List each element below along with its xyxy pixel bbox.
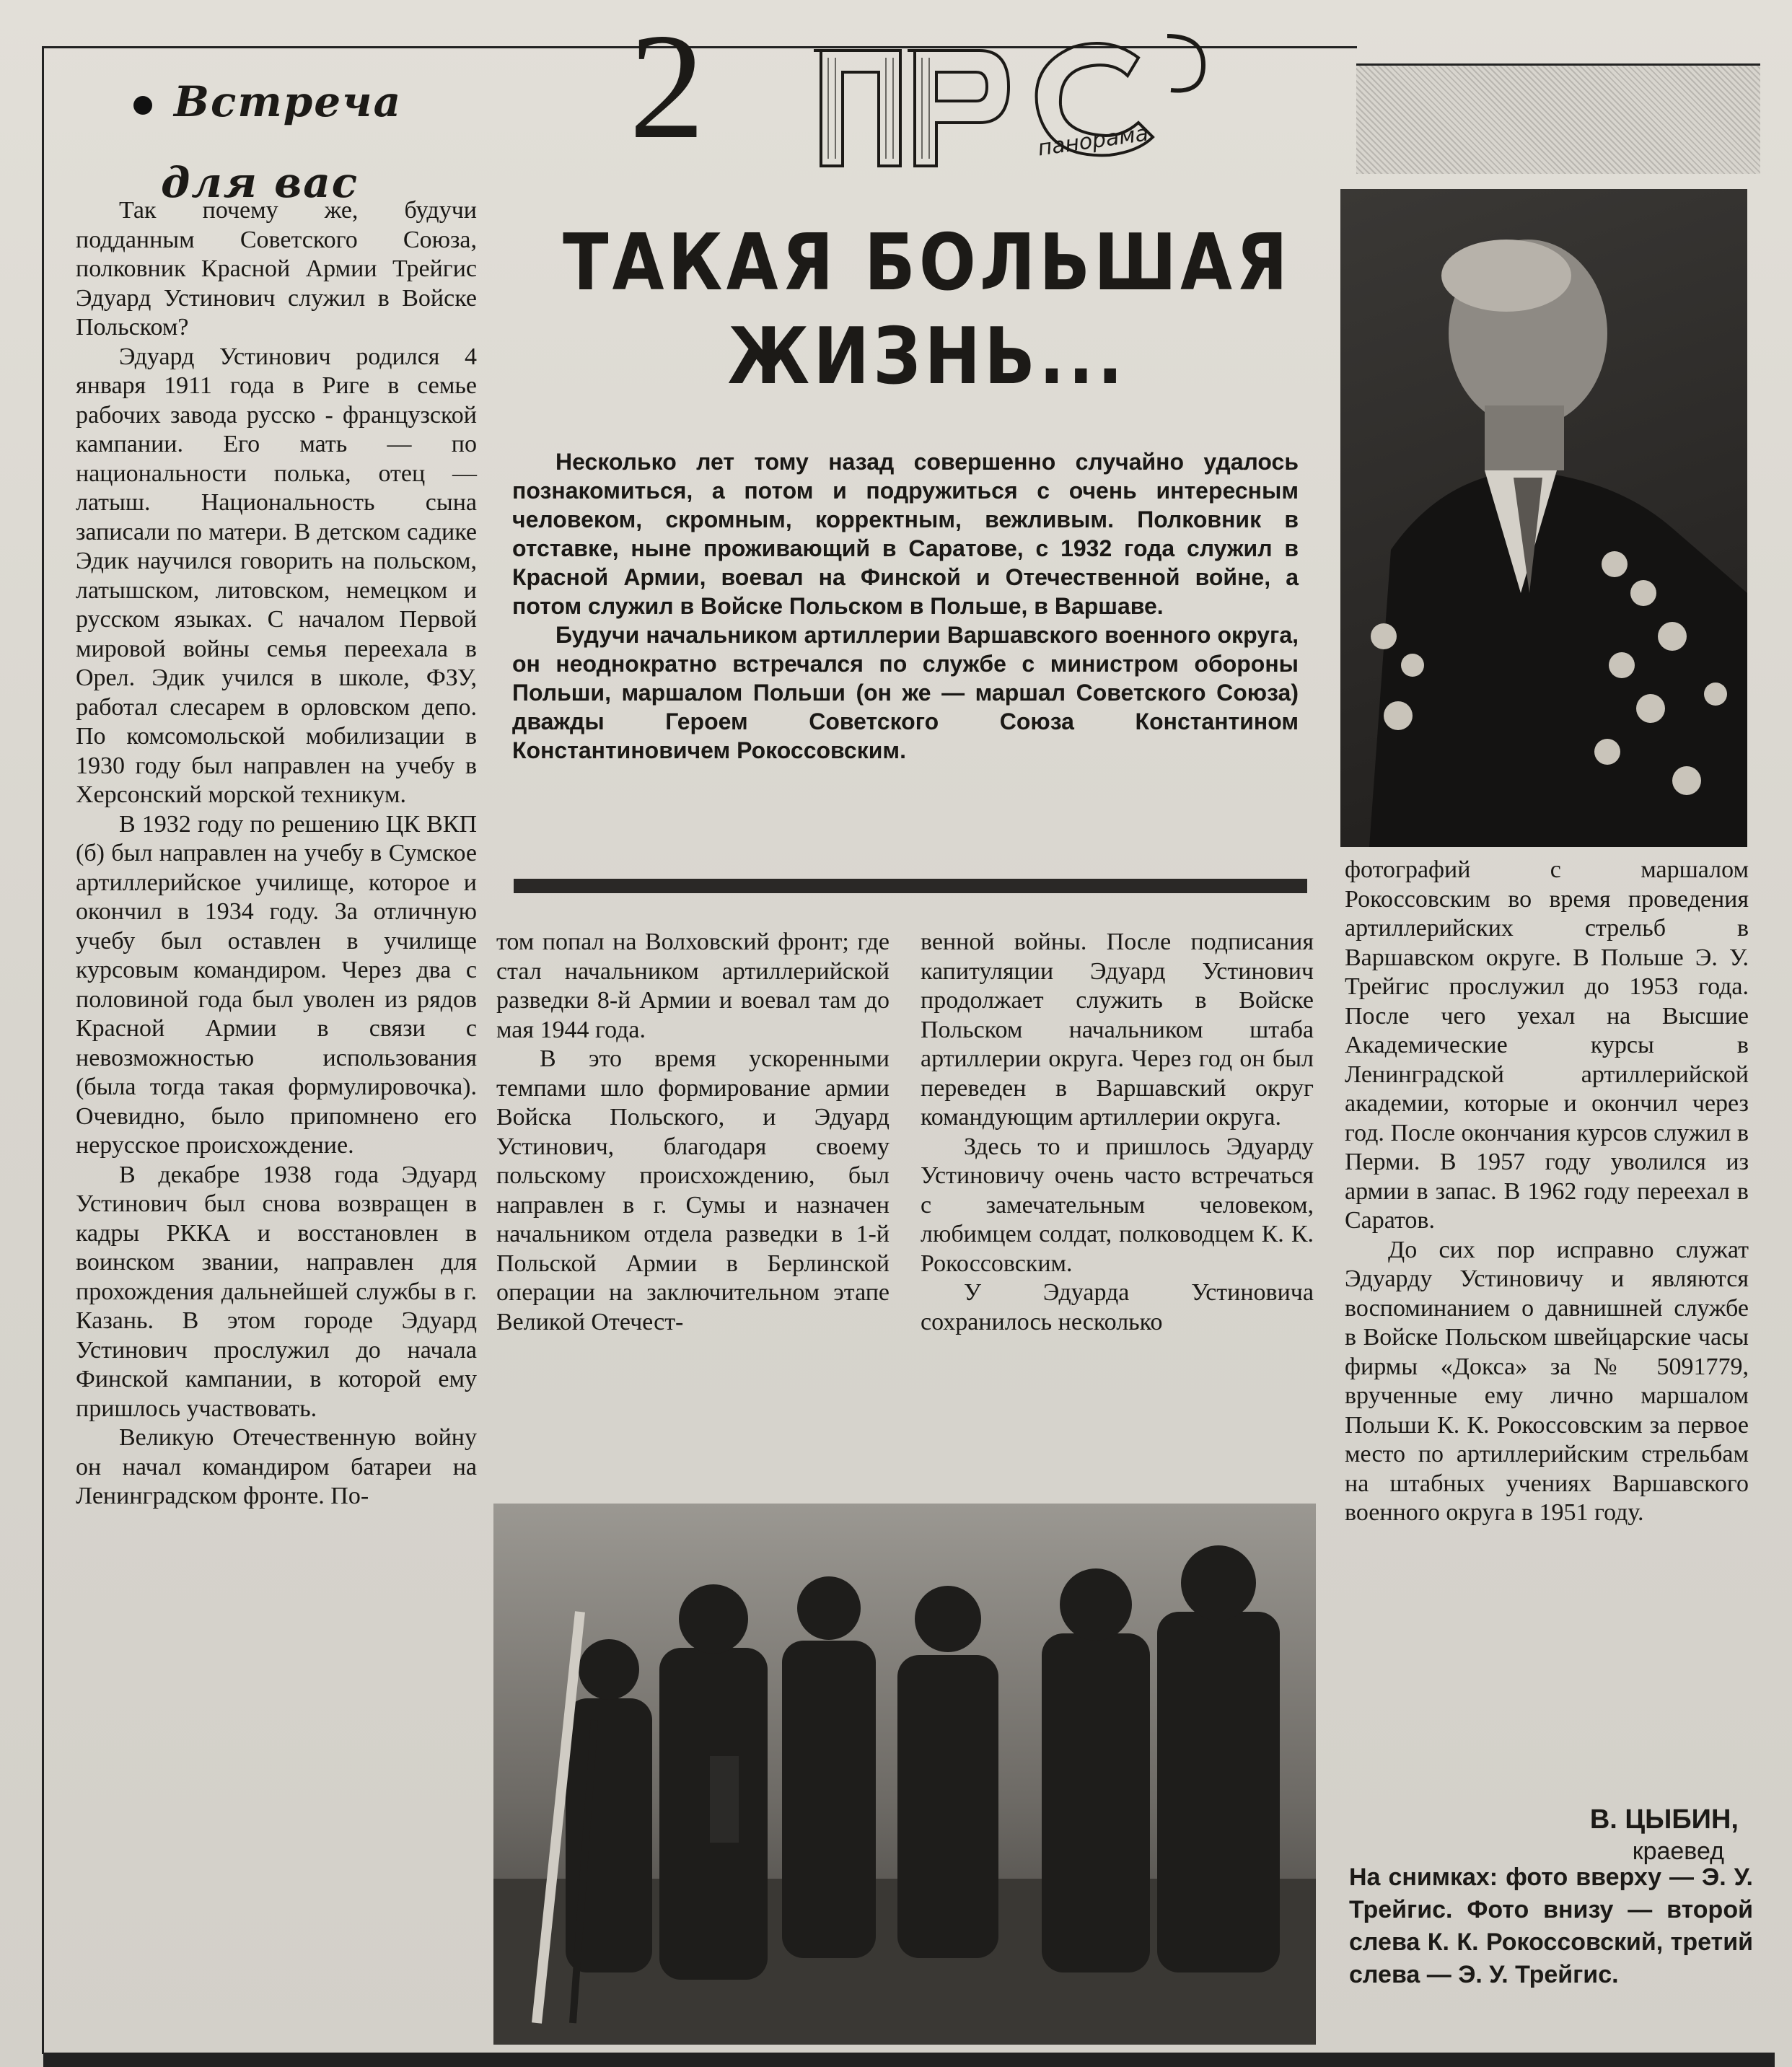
- left-p5: Великую Отечественную войну он начал командиром батареи на Ленинградском фронте. По-: [76, 1424, 477, 1509]
- group-photo: [493, 1504, 1316, 2045]
- logo-letters: [799, 7, 800, 8]
- column-right: [1345, 856, 1749, 1528]
- headline-line2: ЖИЗНЬ...: [727, 312, 1127, 402]
- rubric-line2: для вас: [161, 158, 359, 207]
- right-middle-p3: У Эдуарда Устиновича сохранилось несколько: [921, 1279, 1314, 1335]
- byline: [1349, 1804, 1753, 1867]
- headline: [558, 216, 1296, 404]
- right-p1: фотографий с маршалом Рокоссовским во время проведения артиллерийских стрельб в Варшавском округе. В Польше Э. У. Трейгис прослужил до 1953 года. После чего уехал на Высшие Академические курсы в Ленинградской артиллерийской академии, которые и окончил через год. После окончания курсов служил в Перми. В 1957 году уволился из армии в запас. В 1962 году переехал в Саратов.: [1345, 856, 1749, 1234]
- right-p2: До сих пор исправно служат Эдуарду Устиновичу и являются воспоминанием о давнишней службе в Войске Польском швейцарские часы фирмы «Докса» за № 5091779, врученные ему лично маршалом Польши К. К. Рокоссовским за первое место по артиллерийским стрельбам на штабных учениях Варшавского военного округа в 1951 году.: [1345, 1236, 1749, 1526]
- middle-p1: том попал на Волховский фронт; где стал начальником артиллерийской разведки 8-й Армии и воевал там до мая 1944 года.: [496, 929, 890, 1043]
- section-rule: [514, 879, 1307, 893]
- right-middle-p1: венной войны. После подписания капитуляции Эдуард Устинович продолжает служить в Войске Польском начальником штаба артиллерии округа. Через год он был переведен в Варшавский округ командующим артиллерии округа.: [921, 929, 1314, 1131]
- headline-line1: ТАКАЯ БОЛЬШАЯ: [563, 218, 1291, 308]
- prs-logo-icon: [799, 7, 1218, 173]
- photo-caption: На снимках: фото вверху — Э. У. Трейгис. Фото внизу — второй слева К. К. Рокоссовский, третий слева — Э. У. Трейгис.: [1349, 1864, 1753, 1988]
- column-left: [76, 196, 477, 1511]
- page-number: 2: [629, 3, 705, 170]
- logo-subtitle: панорама: [1036, 120, 1151, 162]
- group-soldiers-icon: [493, 1504, 1316, 2045]
- bullet-icon: [133, 96, 152, 115]
- rubric-line1: Встреча: [174, 77, 403, 126]
- prs-logo: [799, 7, 1218, 173]
- left-p4: В декабре 1938 года Эдуард Устинович был снова возвращен в кадры РККА и восстановлен в воинском звании, направлен для прохождения дальнейшей службы в г. Казань. В этом городе Эдуард Устинович прослужил до начала Финской кампании, в которой ему пришлось участвовать.: [76, 1161, 477, 1422]
- middle-p2: В это время ускоренными темпами шло формирование армии Войска Польского, и Эдуард Устинович, благодаря своему польскому происхождению, был направлен в г. Сумы и назначен начальником отдела разведки в 1-й Польской Армии в Берлинской операции на заключительном этапе Великой Отечест-: [496, 1045, 890, 1335]
- right-middle-p2: Здесь то и пришлось Эдуарду Устиновичу очень часто встречаться с замечательным человеком, любимцем солдат, полководцем К. К. Рокоссовским.: [921, 1133, 1314, 1277]
- byline-name: В. ЦЫБИН,: [1589, 1804, 1739, 1835]
- byline-role: краевед: [1632, 1838, 1724, 1865]
- lead-p1: Несколько лет тому назад совершенно случайно удалось познакомиться, а потом и подружиться с очень интересным человеком, скромным, корректным, вежливым. Полковник в отставке, ныне проживающий в Саратове, с 1932 года служил в Красной Армии, воевал на Финской и Отечественной войне, а потом служил в Войске Польском в Польше, в Варшаве.: [512, 449, 1299, 619]
- portrait-photo: [1340, 189, 1747, 847]
- column-right-middle: [921, 928, 1314, 1337]
- left-p3: В 1932 году по решению ЦК ВКП (б) был направлен на учебу в Сумское артиллерийское училище, которое и окончил в 1934 году. За отличную учебу был оставлен в училище курсовым командиром. Через два с половиной года был уволен из рядов Красной Армии в связи с невозможностью использования (была тогда такая формулировочка). Очевидно, было припомнено его нерусское происхождение.: [76, 810, 477, 1159]
- column-middle: [496, 928, 890, 1337]
- header-hatch: [1356, 63, 1760, 174]
- lead-paragraph: [512, 447, 1299, 765]
- left-p2: Эдуард Устинович родился 4 января 1911 года в Риге в семье рабочих завода русско - французской кампании. Его мать — по национальности полька, отец — латыш. Национальность сына записали по матери. В детском садике Эдик научился говорить на польском, латышском, литовском, немецком и русском языках. С началом Первой мировой войны семья переехала в Орел. Эдик учился в школе, ФЗУ, работал слесарем в орловском депо. По комсомольской мобилизации в 1930 году был направлен на учебу в Херсонский морской техникум.: [76, 343, 477, 808]
- lead-p2: Будучи начальником артиллерии Варшавского военного округа, он неоднократно встречался по службе с министром обороны Польши, маршалом Польши (он же — маршал Советского Союза) дважды Героем Советского Союза Константином Константиновичем Рокоссовским.: [512, 622, 1299, 763]
- portrait-figure-icon: [1340, 189, 1747, 847]
- bottom-rule: [43, 2053, 1775, 2067]
- left-p1: Так почему же, будучи подданным Советского Союза, полковник Красной Армии Трейгис Эдуард Устинович служил в Войске Польском?: [76, 197, 477, 341]
